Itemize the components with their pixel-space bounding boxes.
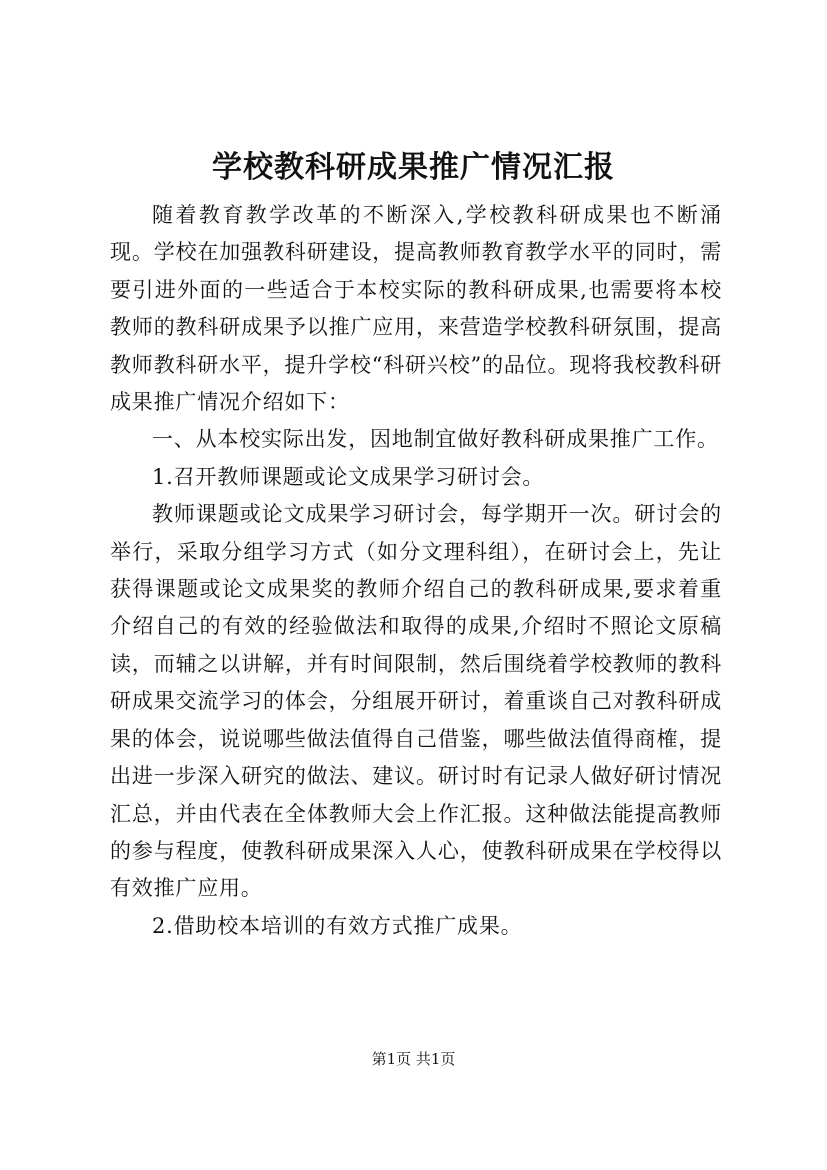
page-footer: 第1页 共1页: [371, 1050, 456, 1068]
section-heading-1: 一、从本校实际出发，因地制宜做好教科研成果推广工作。: [152, 427, 719, 452]
subsection-heading-1: 1.召开教师课题或论文成果学习研讨会。: [152, 464, 545, 489]
document-title: 学校教科研成果推广情况汇报: [212, 150, 615, 185]
subsection-paragraph-1: 教师课题或论文成果学习研讨会，每学期开一次。研讨会的举行，采取分组学习方式（如分文理科组），在研讨会上，先让获得课题或论文成果奖的教师介绍自己的教科研成果,要求着重介绍自己的有效的经验做法和取得的成果,介绍时不照论文原稿读，而辅之以讲解，并有时间限制，然后围绕着学校教师的教科研成果交流学习的体会，分组展开研讨，着重谈自己对教科研成果的体会，说说哪些做法值得自己借鉴，哪些做法值得商榷，提出进一步深入研究的做法、建议。研讨时有记录人做好研讨情况汇总，并由代表在全体教师大会上作汇报。这种做法能提高教师的参与程度，使教科研成果深入人心，使教科研成果在学校得以有效推广应用。: [110, 502, 722, 901]
intro-paragraph: 随着教育教学改革的不断深入,学校教科研成果也不断涌现。学校在加强教科研建设，提高教师教育教学水平的同时，需要引进外面的一些适合于本校实际的教科研成果,也需要将本校教师的教科研成果予以推广应用，来营造学校教科研氛围，提高教师教科研水平，提升学校“科研兴校”的品位。现将我校教科研成果推广情况介绍如下：: [110, 203, 722, 415]
subsection-heading-2: 2.借助校本培训的有效方式推广成果。: [152, 913, 523, 938]
document-body: [110, 197, 722, 945]
